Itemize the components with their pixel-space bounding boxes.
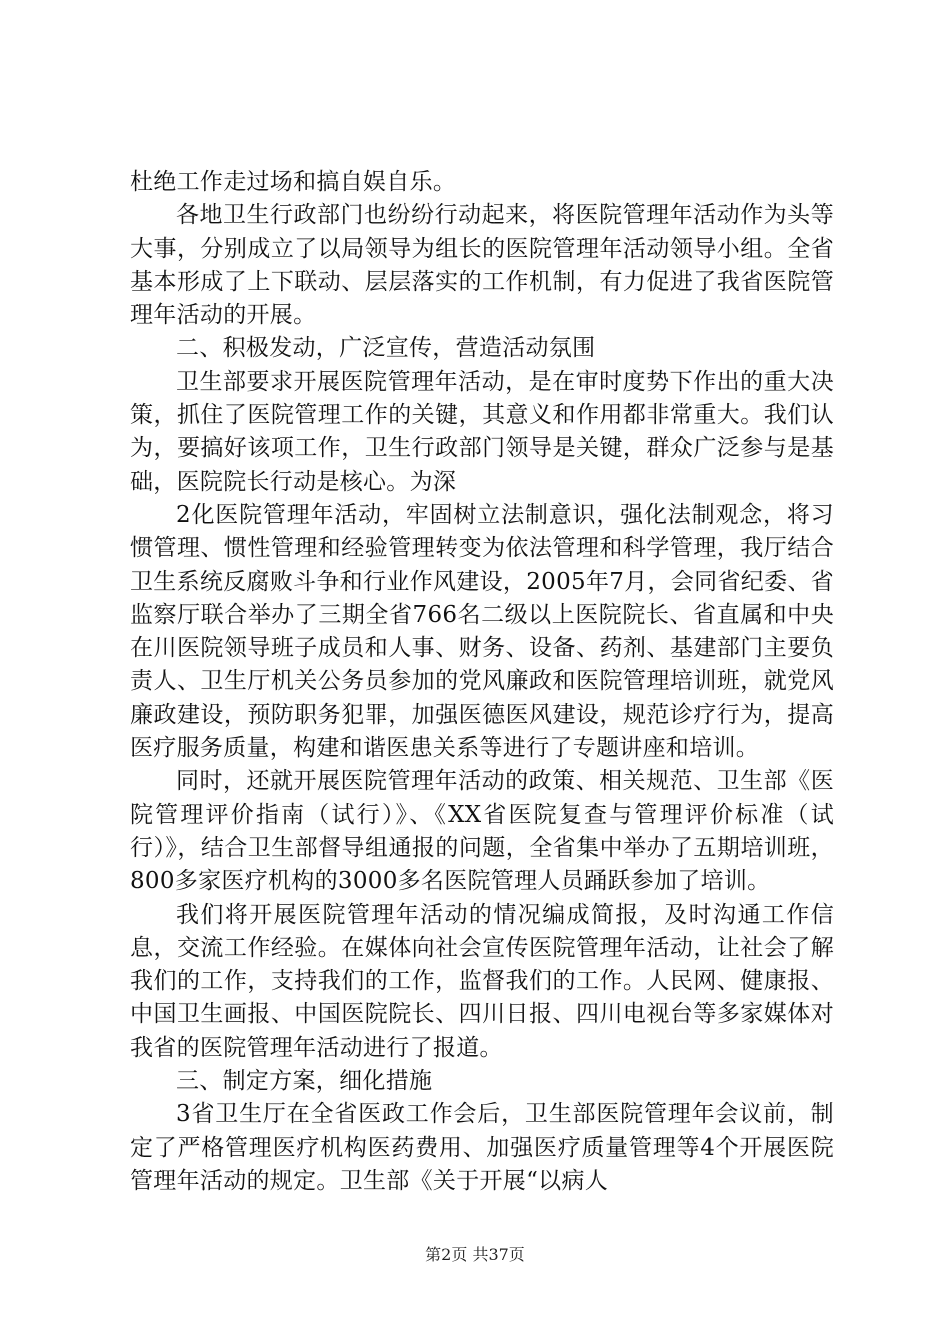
paragraph-2: 各地卫生行政部门也纷纷行动起来，将医院管理年活动作为头等大事，分别成立了以局领导为组长的医院管理年活动领导小组。全省基本形成了上下联动、层层落实的工作机制，有力促进了我省医院管理年活动的开展。 bbox=[130, 202, 834, 329]
paragraph-3: 卫生部要求开展医院管理年活动，是在审时度势下作出的重大决策，抓住了医院管理工作的关键，其意义和作用都非常重大。我们认为，要搞好该项工作，卫生行政部门领导是关键，群众广泛参与是基础，医院院长行动是核心。为深 bbox=[130, 368, 834, 495]
section-heading-2: 二、积极发动，广泛宣传，营造活动氛围 bbox=[176, 335, 596, 362]
paragraph-4: 2化医院管理年活动，牢固树立法制意识，强化法制观念，将习惯管理、惯性管理和经验管理转变为依法管理和科学管理，我厅结合卫生系统反腐败斗争和行业作风建设，2005年7月，会同省纪委、省监察厅联合举办了三期全省766名二级以上医院院长、省直属和中央在川医院领导班子成员和人事、财务、设备、药剂、基建部门主要负责人、卫生厅机关公务员参加的党风廉政和医院管理培训班，就党风廉政建设，预防职务犯罪，加强医德医风建设，规范诊疗行为，提高医疗服务质量，构建和谐医患关系等进行了专题讲座和培训。 bbox=[130, 501, 834, 762]
paragraph-7: 3省卫生厅在全省医政工作会后，卫生部医院管理年会议前，制定了严格管理医疗机构医药费用、加强医疗质量管理等4个开展医院管理年活动的规定。卫生部《关于开展“以病人 bbox=[130, 1101, 834, 1194]
paragraph-6: 我们将开展医院管理年活动的情况编成简报，及时沟通工作信息，交流工作经验。在媒体向社会宣传医院管理年活动，让社会了解我们的工作，支持我们的工作，监督我们的工作。人民网、健康报、中国卫生画报、中国医院院长、四川日报、四川电视台等多家媒体对我省的医院管理年活动进行了报道。 bbox=[130, 901, 834, 1061]
paragraph-5: 同时，还就开展医院管理年活动的政策、相关规范、卫生部《医院管理评价指南（试行）》、《XX省医院复查与管理评价标准（试行）》，结合卫生部督导组通报的问题，全省集中举办了五期培训班，800多家医疗机构的3000多名医院管理人员踊跃参加了培训。 bbox=[130, 768, 834, 895]
paragraph-1: 杜绝工作走过场和搞自娱自乐。 bbox=[130, 169, 457, 195]
page-footer: 第2页 共37页 bbox=[425, 1245, 525, 1264]
section-heading-3: 三、制定方案，细化措施 bbox=[176, 1068, 433, 1095]
document-body bbox=[130, 166, 834, 1198]
